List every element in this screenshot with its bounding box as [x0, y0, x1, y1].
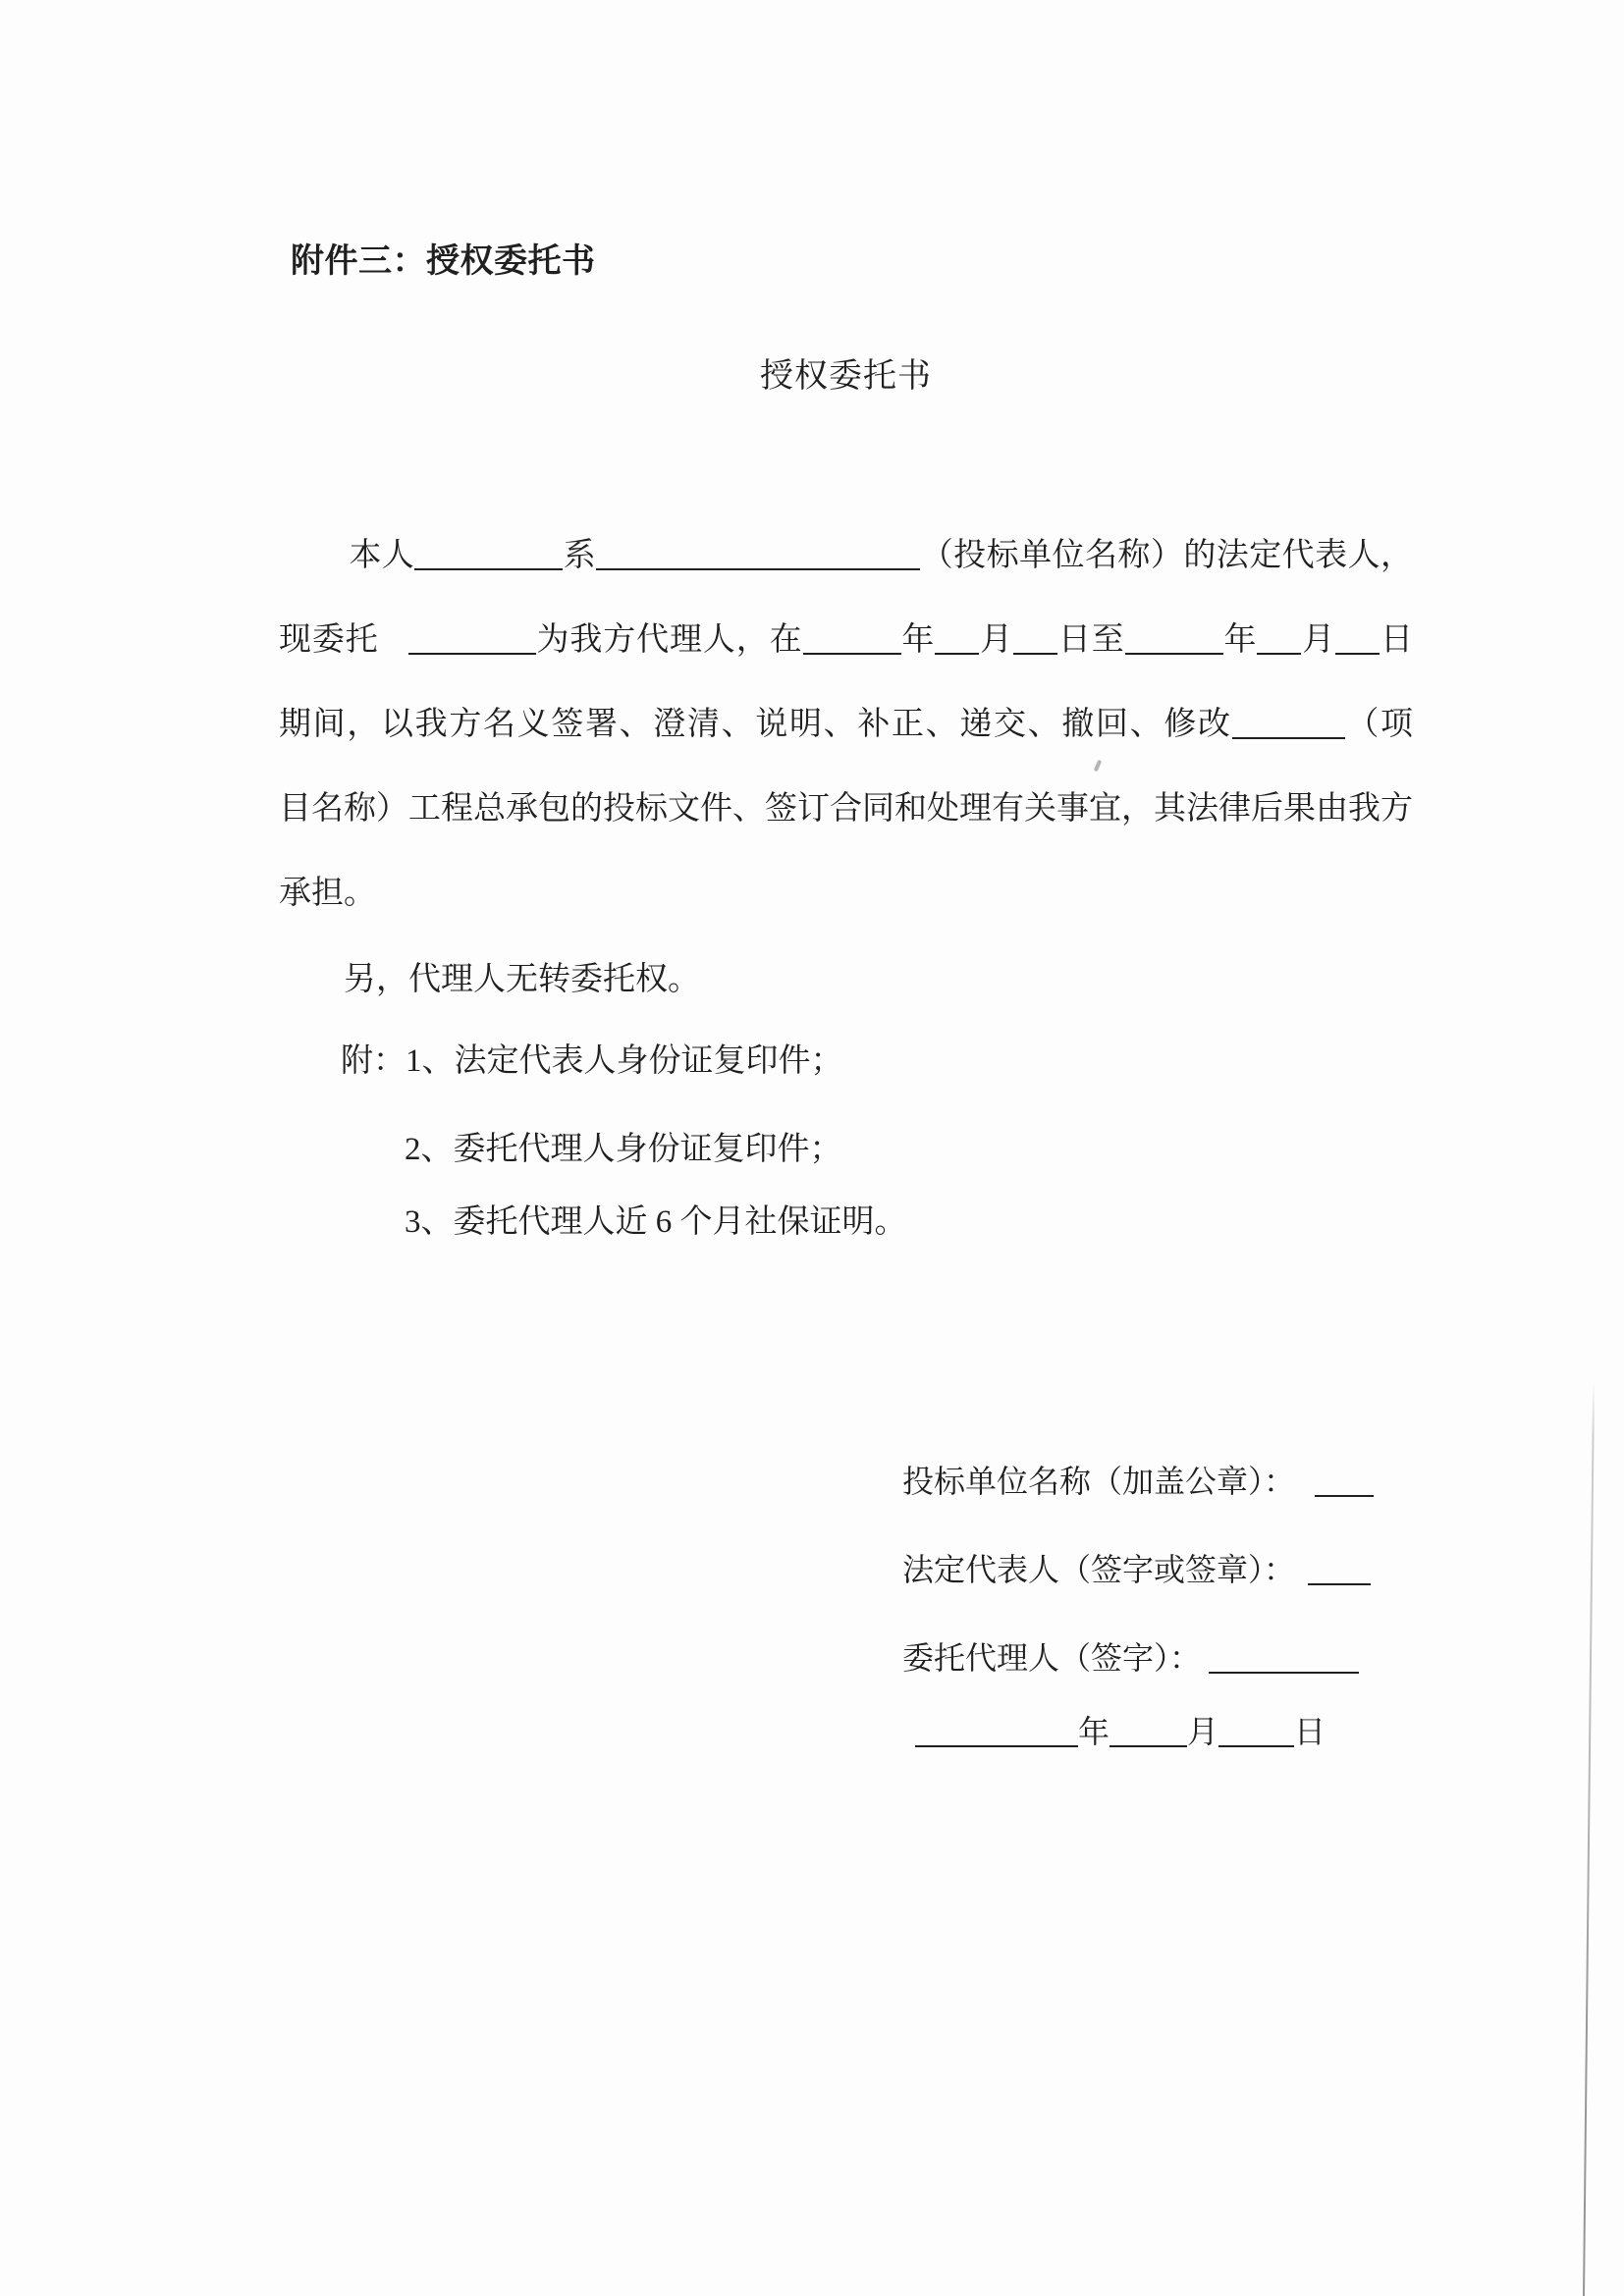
spacer: [902, 1741, 915, 1742]
blank-field: [1013, 647, 1057, 655]
text-run: 目名称）工程总承包的投标文件、签订合同和处理有关事宜，其法律后果由我方: [279, 791, 1413, 827]
text-run: 委托代理人（签字）：: [902, 1640, 1202, 1676]
text-run: 期间，以我方名义签署、澄清、说明、补正、递交、撤回、修改: [279, 707, 1232, 742]
blank-field: [1125, 647, 1223, 655]
text-run: 投标单位名称（加盖公章）：: [902, 1464, 1296, 1499]
note-attachment-3: 3、委托代理人近 6 个月社保证明。: [405, 1204, 907, 1240]
note-no-subdelegation: 另，代理人无转委托权。: [344, 962, 700, 997]
bidder-name-line: [902, 1460, 1511, 1548]
body-paragraph: [279, 533, 1413, 955]
text-run: 日: [1380, 622, 1413, 658]
body-line-2: [279, 617, 1413, 702]
text-run: 年: [900, 622, 936, 658]
text-run: 年: [1222, 622, 1258, 658]
attachment-heading: 附件三：授权委托书: [291, 243, 596, 280]
legal-representative-line: [902, 1548, 1511, 1636]
blank-field: [408, 647, 536, 655]
text-run: 为我方代理人，在: [535, 622, 803, 658]
spacer: [1295, 1491, 1315, 1492]
blank-field: [414, 562, 563, 570]
spacer: [279, 564, 349, 565]
body-line-4: [279, 786, 1413, 871]
text-run: （投标单位名称）的法定代表人，: [920, 538, 1414, 573]
document-title: 授权委托书: [760, 358, 932, 395]
blank-field: [1257, 647, 1301, 655]
blank-field: [1209, 1666, 1359, 1674]
date-line: [902, 1710, 1511, 1753]
blank-field: [1315, 1489, 1374, 1497]
notes: [279, 957, 1413, 1245]
spacer: [1201, 1668, 1209, 1669]
text-run: 日: [1294, 1714, 1326, 1749]
blank-field: [1308, 1577, 1371, 1585]
text-run: （项: [1344, 707, 1414, 742]
blank-field: [1110, 1739, 1187, 1747]
spacer: [379, 649, 408, 650]
signature-block: [902, 1460, 1511, 1753]
blank-field: [1218, 1739, 1294, 1747]
spacer: [1295, 1579, 1308, 1580]
text-run: 年: [1078, 1714, 1110, 1749]
authorized-agent-line: [902, 1636, 1511, 1710]
note-attachment-1: 附：1、法定代表人身份证复印件；: [341, 1043, 843, 1079]
text-run: 本人: [349, 538, 415, 573]
text-run: 现委托: [279, 622, 379, 658]
blank-field: [935, 647, 979, 655]
note-attachment-2: 2、委托代理人身份证复印件；: [405, 1132, 842, 1167]
text-run: 日至: [1057, 622, 1125, 658]
scan-artifact-line: [1583, 1382, 1595, 2296]
text-run: 月: [1187, 1714, 1219, 1749]
blank-field: [915, 1739, 1078, 1747]
blank-field: [1335, 647, 1380, 655]
blank-field: [803, 647, 901, 655]
text-run: 承担。: [279, 876, 376, 911]
text-run: 法定代表人（签字或签章）：: [902, 1552, 1296, 1587]
body-line-5: [279, 871, 1413, 955]
blank-field: [1232, 731, 1345, 739]
blank-field: [596, 562, 920, 570]
text-run: 月: [979, 622, 1013, 658]
body-line-1: [279, 533, 1413, 617]
text-run: 月: [1301, 622, 1336, 658]
body-line-3: [279, 702, 1413, 786]
text-run: 系: [563, 538, 597, 573]
